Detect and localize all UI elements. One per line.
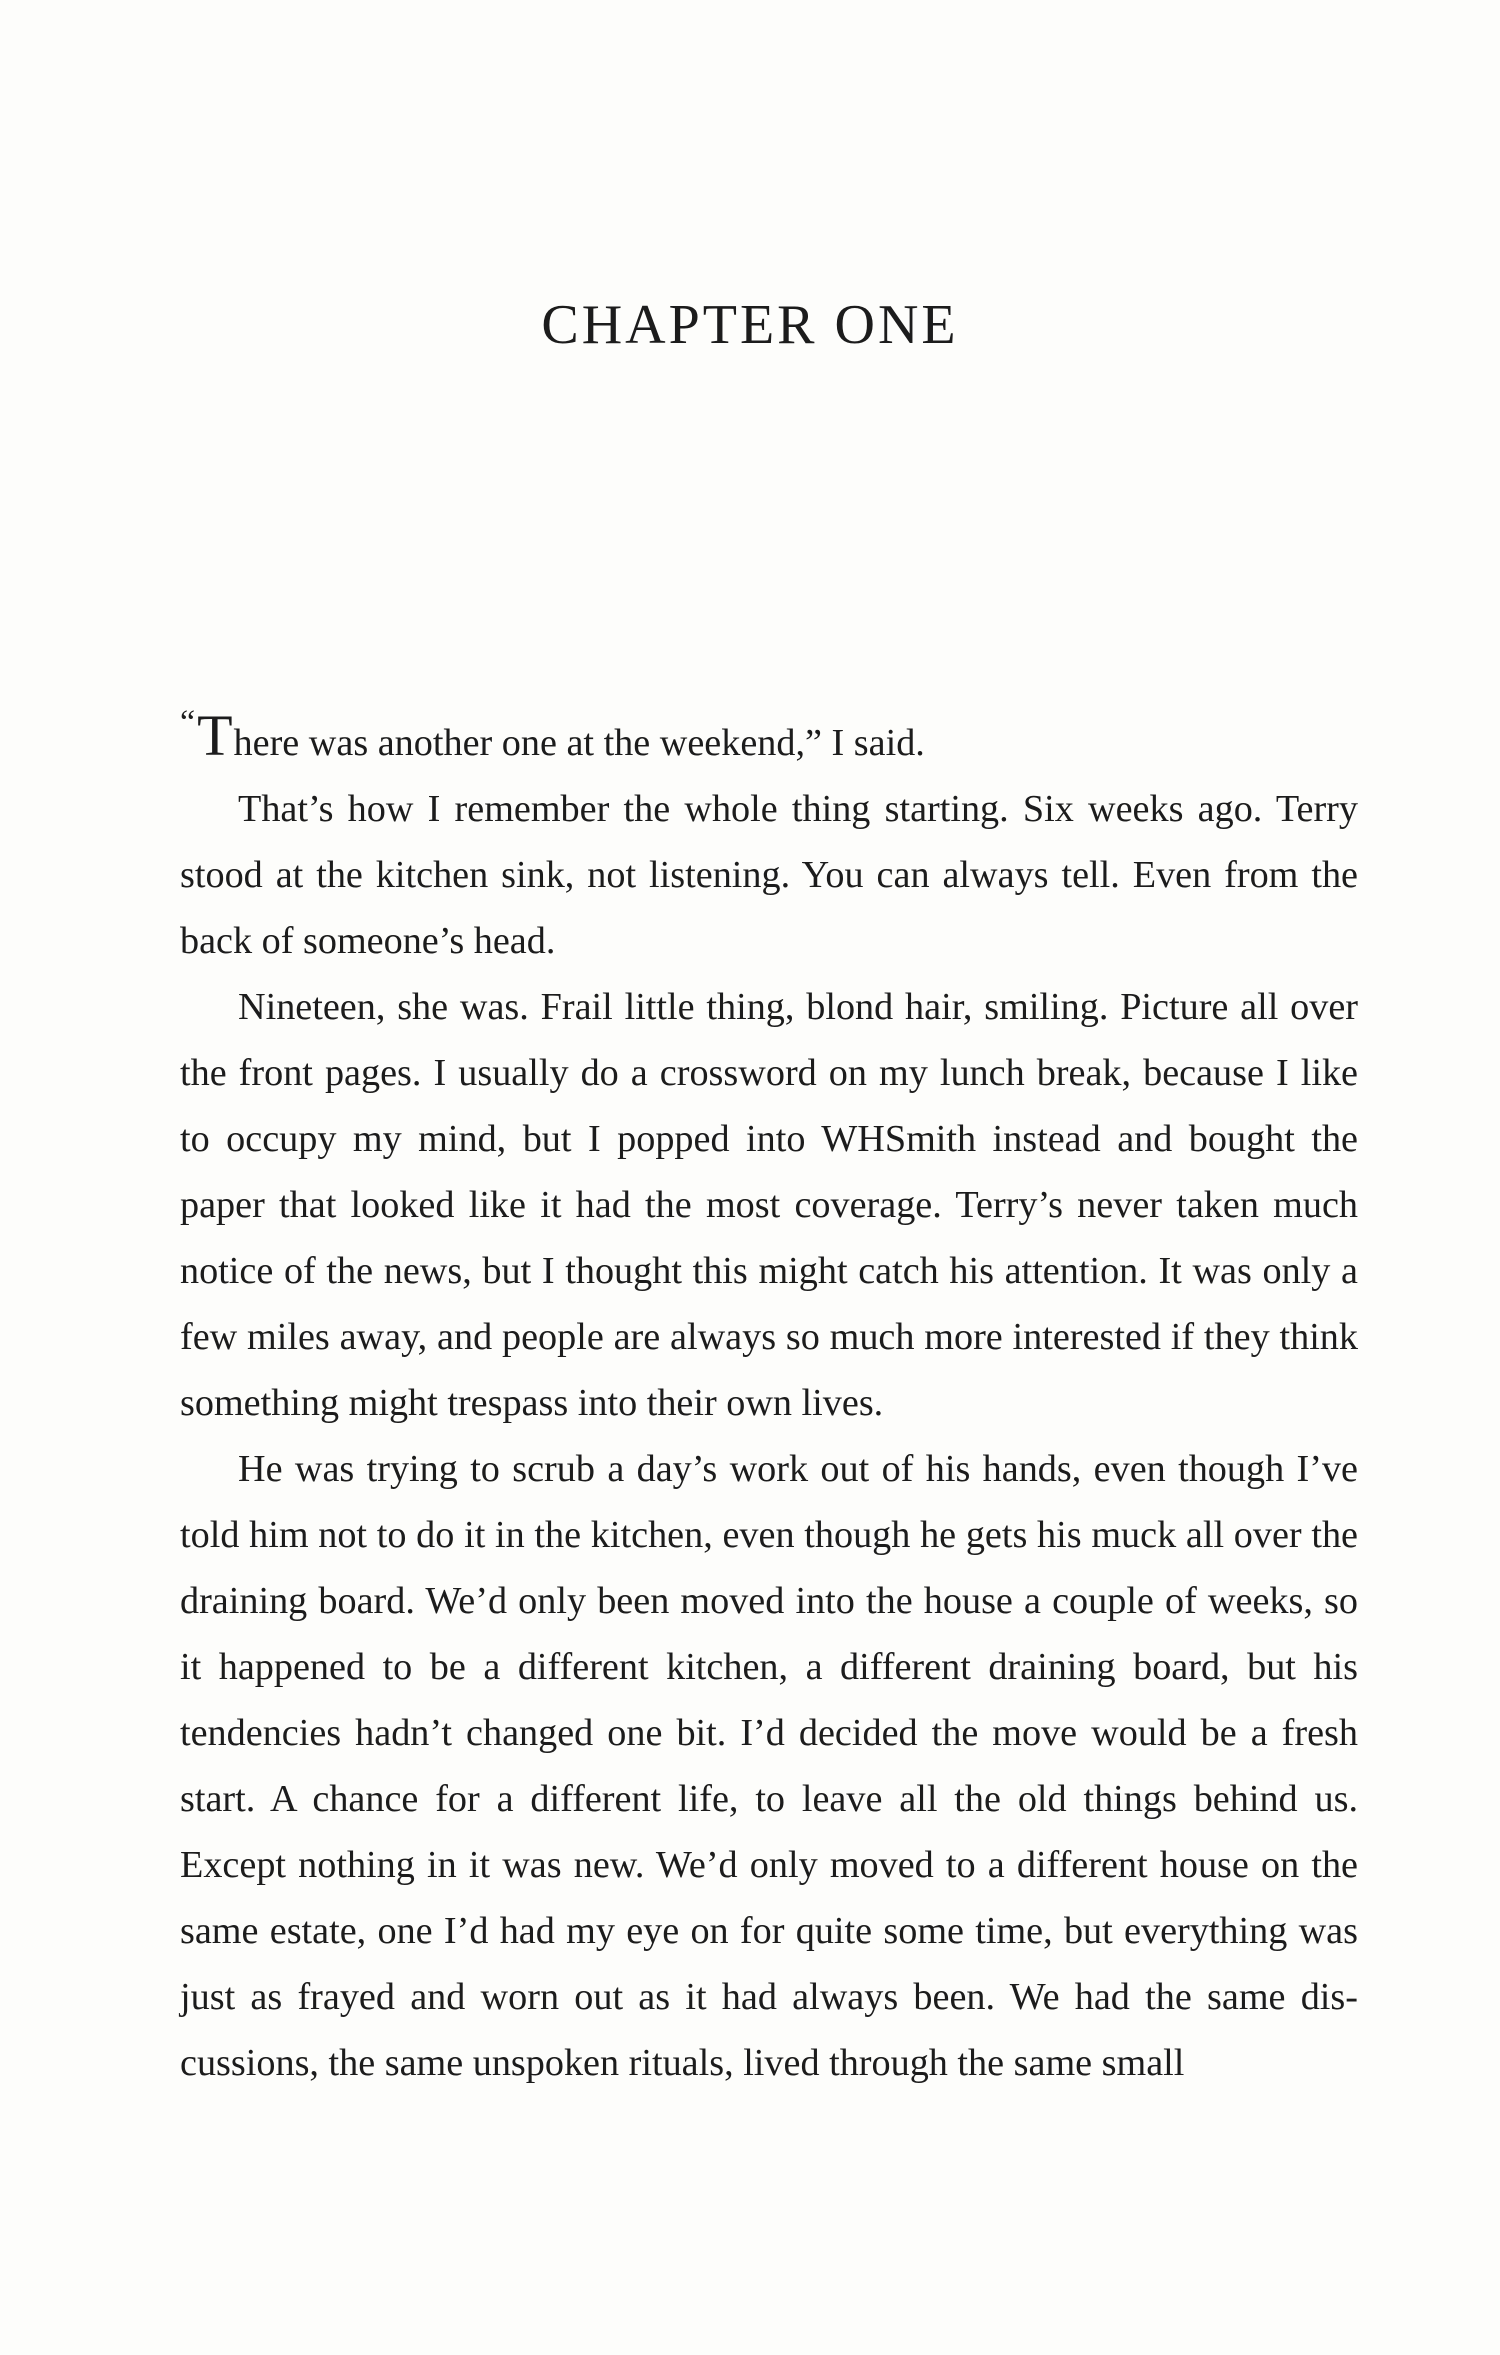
paragraph-4: He was trying to scrub a day’s work out of his hands, even though I’ve told him not to do it in the kitchen, even though he gets his muck all over the draining board. We’d only been moved into the house a couple of weeks, so it happened to be a different kitchen, a different draining board, but his tendencies hadn’t changed one bit. I’d decided the move would be a fresh start. A chance for a different life, to leave all the old things behind us. Except nothing in it was new. We’d only moved to a different house on the same estate, one I’d had my eye on for quite some time, but everything was just as frayed and worn out as it had always been. We had the same discussions, the same unspoken rituals, lived through the same small: [180, 1448, 1358, 2084]
chapter-title: CHAPTER ONE: [541, 294, 959, 356]
initial-letter: T: [197, 703, 233, 768]
paragraph-3: Nineteen, she was. Frail little thing, blond hair, smiling. Picture all over the front pages. I usually do a crossword on my lunch break, because I like to occupy my mind, but I popped into WHSmith instead and bought the paper that looked like it had the most coverage. Terry’s never taken much notice of the news, but I thought this might catch his attention. It was only a few miles away, and people are always so much more interested if they think something might trespass into their own lives.: [180, 986, 1358, 1424]
paragraph-2: That’s how I remember the whole thing starting. Six weeks ago. Terry stood at the kitchen sink, not listening. You can always tell. Even from the back of someone’s head.: [180, 788, 1358, 962]
paragraph-1: [180, 690, 1358, 776]
paragraph-1-text: here was another one at the weekend,” I said.: [233, 722, 925, 764]
opening-quote-mark: “: [180, 704, 196, 741]
chapter-body: [180, 690, 1358, 2096]
